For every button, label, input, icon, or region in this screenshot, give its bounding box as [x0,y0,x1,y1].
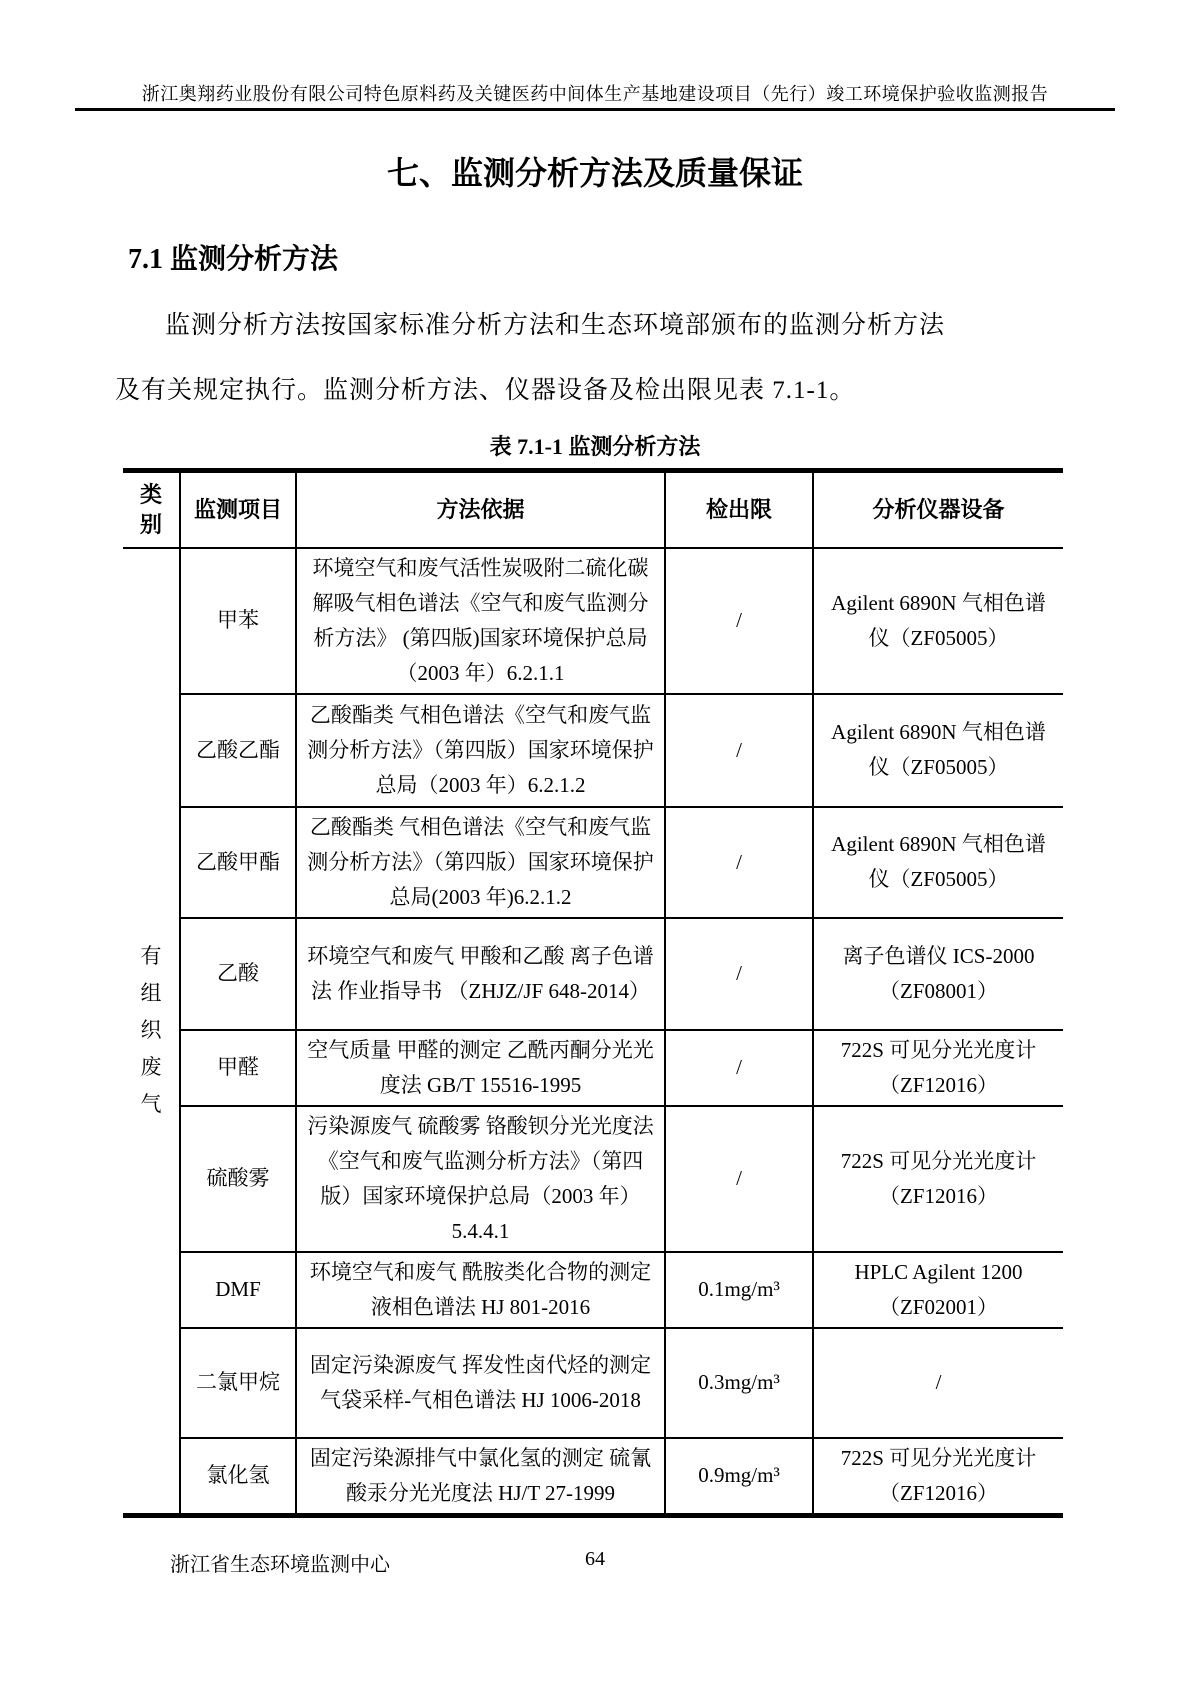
limit-cell: / [665,918,813,1030]
limit-cell: 0.1mg/m³ [665,1252,813,1328]
footer-organization: 浙江省生态环境监测中心 [170,1554,390,1576]
table-row [123,1030,1063,1106]
method-cell: 乙酸酯类 气相色谱法《空气和废气监测分析方法》（第四版）国家环境保护总局（2003 年）6.2.1.2 [296,694,665,807]
instrument-cell: 722S 可见分光光度计（ZF12016） [813,1438,1063,1516]
header-instrument: 分析仪器设备 [813,471,1063,548]
category-label: 有组织废气 [140,944,162,1116]
method-cell: 环境空气和废气 甲酸和乙酸 离子色谱法 作业指导书 （ZHJZ/JF 648-2014） [296,918,665,1030]
limit-cell: / [665,807,813,918]
item-cell: DMF [180,1252,296,1328]
running-header: 浙江奥翔药业股份有限公司特色原料药及关键医药中间体生产基地建设项目（先行）竣工环境保护验收监测报告 [141,84,1049,104]
limit-cell: 0.9mg/m³ [665,1438,813,1516]
header-category: 类别 [123,471,180,548]
item-cell: 甲苯 [180,548,296,694]
instrument-cell: Agilent 6890N 气相色谱仪（ZF05005） [813,694,1063,807]
paragraph-line-1: 监测分析方法按国家标准分析方法和生态环境部颁布的监测分析方法 [165,312,946,339]
item-cell: 乙酸 [180,918,296,1030]
method-cell: 固定污染源废气 挥发性卤代烃的测定 气袋采样-气相色谱法 HJ 1006-2018 [296,1328,665,1438]
chapter-title: 七、监测分析方法及质量保证 [386,155,803,191]
method-cell: 环境空气和废气活性炭吸附二硫化碳解吸气相色谱法《空气和废气监测分析方法》 (第四版)国家环境保护总局（2003 年）6.2.1.1 [296,548,665,694]
instrument-cell: 722S 可见分光光度计（ZF12016） [813,1106,1063,1252]
method-cell: 空气质量 甲醛的测定 乙酰丙酮分光光度法 GB/T 15516-1995 [296,1030,665,1106]
header-limit: 检出限 [665,471,813,548]
section-heading: 7.1 监测分析方法 [128,244,339,275]
instrument-cell: 722S 可见分光光度计（ZF12016） [813,1030,1063,1106]
instrument-cell: 离子色谱仪 ICS-2000（ZF08001） [813,918,1063,1030]
method-cell: 环境空气和废气 酰胺类化合物的测定 液相色谱法 HJ 801-2016 [296,1252,665,1328]
table-row [123,1328,1063,1438]
instrument-cell: HPLC Agilent 1200（ZF02001） [813,1252,1063,1328]
table-row [123,1438,1063,1516]
table-row [123,807,1063,918]
paragraph-line-2: 及有关规定执行。监测分析方法、仪器设备及检出限见表 7.1-1。 [115,377,856,404]
header-rule [75,108,1115,111]
table-row [123,548,1063,694]
method-cell: 污染源废气 硫酸雾 铬酸钡分光光度法《空气和废气监测分析方法》（第四版）国家环境保护总局（2003 年）5.4.4.1 [296,1106,665,1252]
monitoring-methods-table [123,468,1063,1518]
instrument-cell: / [813,1328,1063,1438]
limit-cell: / [665,694,813,807]
table-row [123,694,1063,807]
limit-cell: / [665,1030,813,1106]
limit-cell: / [665,548,813,694]
item-cell: 硫酸雾 [180,1106,296,1252]
table-row [123,1252,1063,1328]
instrument-cell: Agilent 6890N 气相色谱仪（ZF05005） [813,807,1063,918]
table-caption: 表 7.1-1 监测分析方法 [489,434,701,459]
category-cell [123,548,180,1516]
table-header-row [123,471,1063,548]
header-method: 方法依据 [296,471,665,548]
item-cell: 氯化氢 [180,1438,296,1516]
item-cell: 乙酸乙酯 [180,694,296,807]
item-cell: 乙酸甲酯 [180,807,296,918]
method-cell: 乙酸酯类 气相色谱法《空气和废气监测分析方法》（第四版）国家环境保护总局(2003 年)6.2.1.2 [296,807,665,918]
method-cell: 固定污染源排气中氯化氢的测定 硫氰酸汞分光光度法 HJ/T 27-1999 [296,1438,665,1516]
instrument-cell: Agilent 6890N 气相色谱仪（ZF05005） [813,548,1063,694]
table-row [123,1106,1063,1252]
page-number: 64 [585,1548,605,1570]
limit-cell: 0.3mg/m³ [665,1328,813,1438]
header-item: 监测项目 [180,471,296,548]
table-row [123,918,1063,1030]
item-cell: 甲醛 [180,1030,296,1106]
item-cell: 二氯甲烷 [180,1328,296,1438]
limit-cell: / [665,1106,813,1252]
